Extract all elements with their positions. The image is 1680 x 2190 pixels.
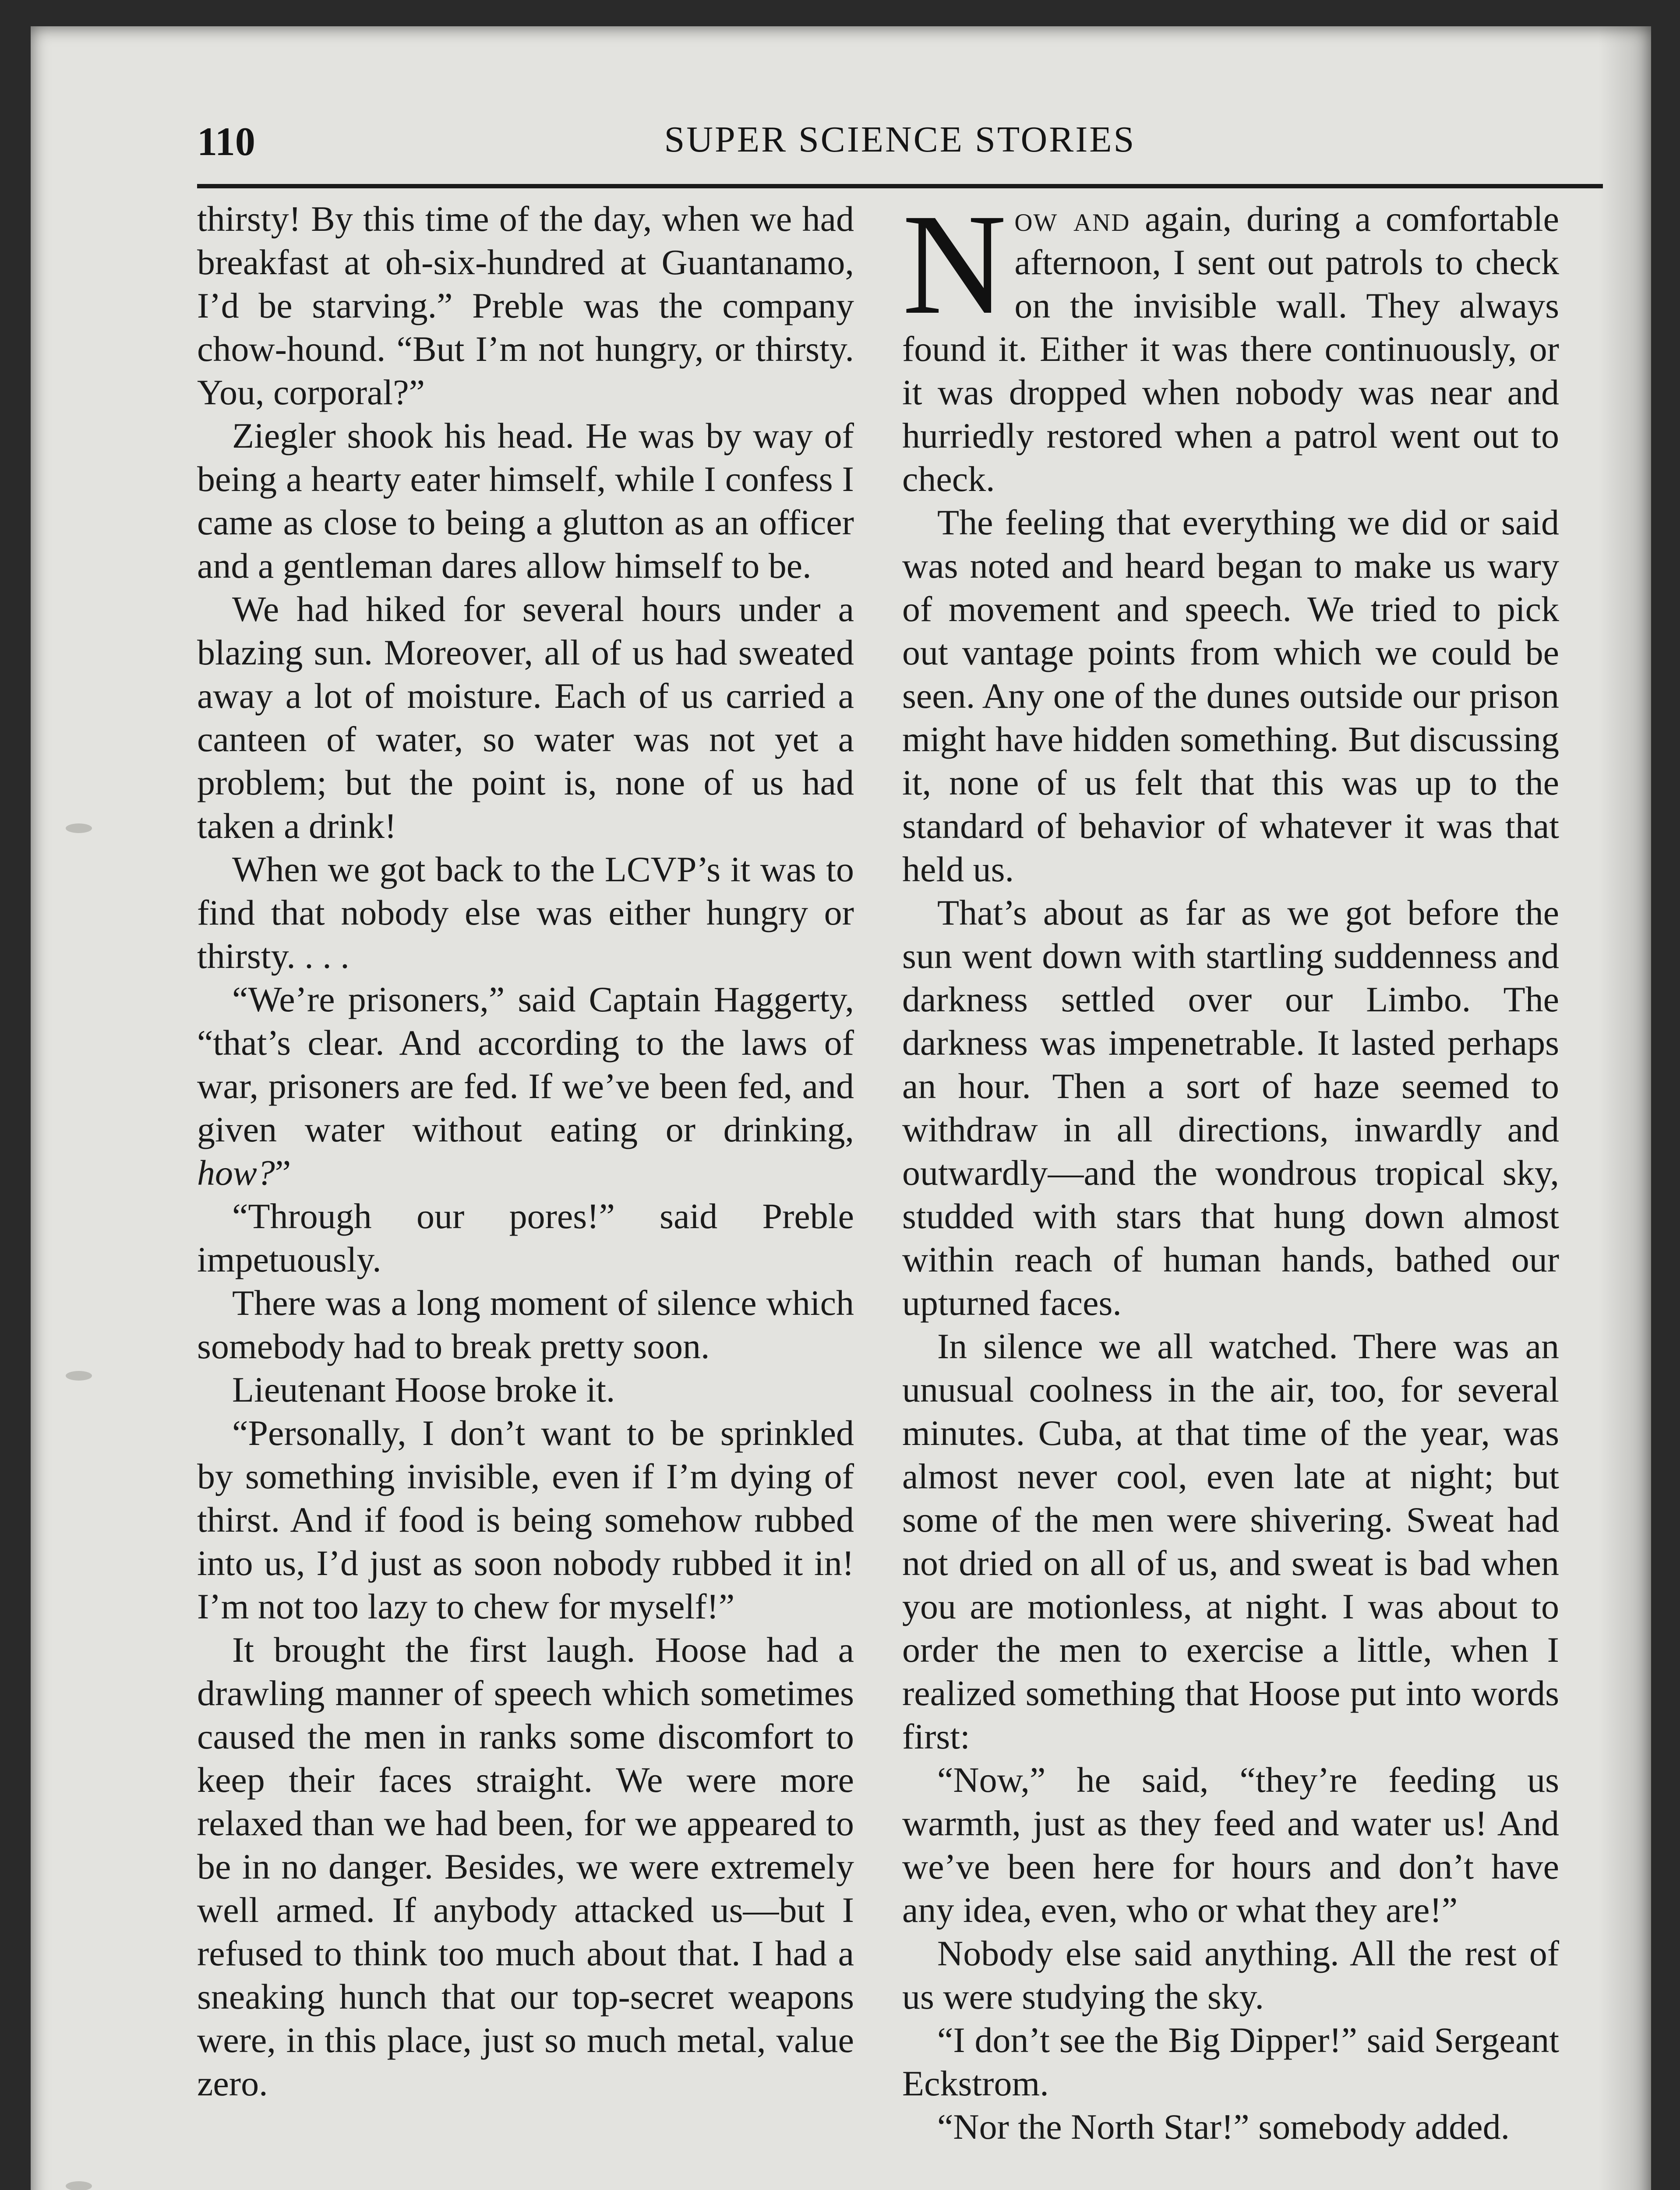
paragraph: [902, 184, 1559, 501]
paragraph: [197, 978, 854, 1194]
paragraph-text: again, during a comfortable afternoon, I sent out patrols to check on the invisible wall. They always found it. Either it was there continuously, or it was dropped when nobody was near and hurriedly restored when a patrol went out to check.: [902, 199, 1559, 499]
drop-cap: N: [902, 184, 1007, 344]
staple-hole: [66, 1371, 92, 1381]
paragraph: thirsty! By this time of the day, when we had breakfast at oh-six-hundred at Guantanamo, I’d be starving.” Preble was the company chow-hound. “But I’m not hungry, or thirsty. You, corporal?”: [197, 199, 854, 412]
paragraph: “I don’t see the Big Dipper!” said Sergeant Eckstrom.: [902, 2020, 1559, 2103]
paragraph: When we got back to the LCVP’s it was to find that nobody else was either hungry or thirsty. . . .: [197, 849, 854, 976]
paragraph: “Through our pores!” said Preble impetuously.: [197, 1196, 854, 1279]
magazine-page: [31, 26, 1651, 2190]
paragraph-text: “We’re prisoners,” said Captain Haggerty, “that’s clear. And according to the laws of war, prisoners are fed. If we’ve been fed, and given water without eating or drinking,: [197, 979, 854, 1149]
lead-in-text: ow and: [1014, 199, 1130, 239]
paragraph: Lieutenant Hoose broke it.: [232, 1370, 615, 1409]
paragraph: “Nor the North Star!” somebody added.: [937, 2107, 1510, 2147]
staple-hole: [66, 2181, 92, 2190]
paragraph: That’s about as far as we got before the sun went down with startling suddenness and darkness settled over our Limbo. The darkness was impenetrable. It lasted perhaps an hour. Then a sort of haze seemed to withdraw in all directions, inwardly and outwardly—and the wondrous tropical sky, studded with stars that hung down almost within reach of human hands, bathed our upturned faces.: [902, 893, 1559, 1323]
running-header: [197, 110, 1603, 188]
paragraph: The feeling that everything we did or said was noted and heard began to make us wary of movement and speech. We tried to pick out vantage points from which we could be seen. Any one of the dunes outside our prison might have hidden something. But discussing it, none of us felt that this was up to the standard of behavior of whatever it was that held us.: [902, 502, 1559, 889]
paragraph: We had hiked for several hours under a blazing sun. Moreover, all of us had sweated away a lot of moisture. Each of us carried a canteen of water, so water was not yet a problem; but the point is, none of us had taken a drink!: [197, 589, 854, 846]
paragraph: “Now,” he said, “they’re feeding us warmth, just as they feed and water us! And we’ve been here for hours and don’t have any idea, even, who or what they are!”: [902, 1760, 1559, 1930]
left-column: [197, 197, 854, 2105]
page-number: 110: [197, 119, 255, 164]
italic-text: how?: [197, 1153, 275, 1193]
paragraph: “Personally, I don’t want to be sprinkled by something invisible, even if I’m dying of thirst. And if food is being somehow rubbed into us, I’d just as soon nobody rubbed it in! I’m not too lazy to chew for myself!”: [197, 1413, 854, 1626]
closing-quote: ”: [275, 1153, 291, 1193]
staple-hole: [66, 823, 92, 833]
paragraph: Ziegler shook his head. He was by way of being a hearty eater himself, while I confess I came as close to being a glutton as an officer and a gentleman dares allow himself to be.: [197, 416, 854, 586]
right-column: [902, 184, 1559, 2148]
magazine-title: SUPER SCIENCE STORIES: [664, 119, 1136, 160]
page-edge-shadow: [1599, 26, 1651, 2190]
paragraph: It brought the first laugh. Hoose had a drawling manner of speech which sometimes caused the men in ranks some discomfort to keep their faces straight. We were more relaxed than we had been, for we appeared to be in no danger. Besides, we were extremely well armed. If anybody attacked us—but I refused to think too much about that. I had a sneaking hunch that our top-secret weapons were, in this place, just so much metal, value zero.: [197, 1630, 854, 2103]
paragraph: Nobody else said anything. All the rest of us were studying the sky.: [902, 1933, 1559, 2017]
paragraph: There was a long moment of silence which somebody had to break pretty soon.: [197, 1283, 854, 1366]
paragraph: In silence we all watched. There was an unusual coolness in the air, too, for several minutes. Cuba, at that time of the year, was almost never cool, even late at night; but some of the men were shivering. Sweat had not dried on all of us, and sweat is bad when you are motionless, at night. I was about to order the men to exercise a little, when I realized something that Hoose put into words first:: [902, 1326, 1559, 1756]
